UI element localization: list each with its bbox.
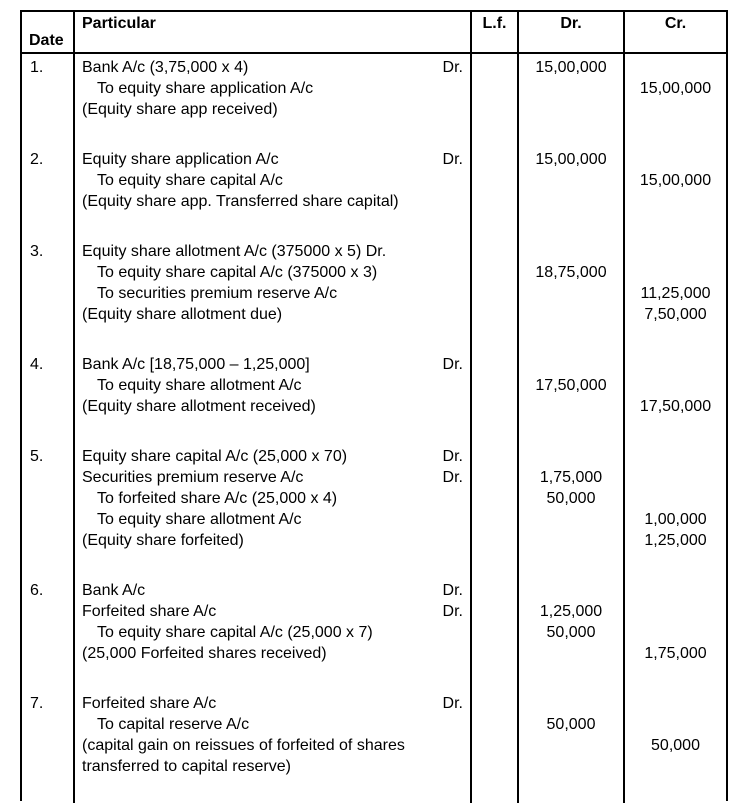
entry-debit-amounts xyxy=(519,149,625,241)
header-dr xyxy=(519,12,625,52)
particular-text: To equity share allotment A/c xyxy=(97,377,302,394)
particular-line xyxy=(82,241,463,262)
journal-entry-row xyxy=(22,354,726,446)
credit-amount xyxy=(625,354,726,375)
particular-line xyxy=(82,509,463,530)
entry-lf xyxy=(472,693,519,803)
particular-text: (Equity share allotment received) xyxy=(82,398,316,415)
credit-amount: 1,00,000 xyxy=(644,511,707,528)
debit-amount xyxy=(519,78,623,99)
particular-text: (Equity share allotment due) xyxy=(82,306,283,323)
debit-amount xyxy=(519,191,623,212)
debit-amount xyxy=(519,396,623,417)
particular-line xyxy=(82,446,463,467)
entry-number: 3. xyxy=(30,243,44,260)
entry-credit-amounts xyxy=(625,354,726,446)
particular-text: Bank A/c xyxy=(82,582,146,599)
credit-amount xyxy=(625,693,726,714)
credit-amount xyxy=(625,262,726,283)
entry-credit-amounts xyxy=(625,149,726,241)
particular-text: Equity share capital A/c (25,000 x 70) xyxy=(82,448,348,465)
entry-date xyxy=(22,446,75,580)
particular-line xyxy=(82,78,463,99)
entry-date xyxy=(22,580,75,693)
debit-amount: 50,000 xyxy=(546,624,596,641)
entry-date xyxy=(22,693,75,803)
credit-amount xyxy=(625,375,726,396)
header-cr xyxy=(625,12,726,52)
credit-amount xyxy=(625,241,726,262)
credit-amount xyxy=(625,756,726,777)
credit-amount: 50,000 xyxy=(651,737,700,754)
header-date-label: Date xyxy=(29,32,64,49)
particular-line xyxy=(82,99,463,120)
debit-amount xyxy=(519,241,623,262)
dr-marker: Dr. xyxy=(442,448,463,465)
particular-line xyxy=(82,283,463,304)
entry-debit-amounts xyxy=(519,693,625,803)
particular-text: To equity share capital A/c (375000 x 3) xyxy=(97,264,378,281)
entry-debit-amounts xyxy=(519,241,625,354)
journal-entry-row xyxy=(22,241,726,354)
particular-line xyxy=(82,488,463,509)
debit-amount: 17,50,000 xyxy=(535,377,607,394)
particular-line xyxy=(82,622,463,643)
credit-amount: 11,25,000 xyxy=(640,285,711,302)
dr-marker: Dr. xyxy=(442,695,463,712)
particular-text: Forfeited share A/c xyxy=(82,695,217,712)
header-particular-label: Particular xyxy=(82,15,156,32)
credit-amount xyxy=(625,467,726,488)
particular-line xyxy=(82,304,463,325)
particular-text: (Equity share app received) xyxy=(82,101,278,118)
particular-line xyxy=(82,262,463,283)
particular-line xyxy=(82,375,463,396)
particular-text: To securities premium reserve A/c xyxy=(97,285,338,302)
particular-line xyxy=(82,693,463,714)
particular-line xyxy=(82,170,463,191)
credit-amount xyxy=(625,57,726,78)
entry-lf xyxy=(472,580,519,693)
particular-text: Bank A/c [18,75,000 – 1,25,000] xyxy=(82,356,310,373)
entry-debit-amounts xyxy=(519,580,625,693)
journal-entry-row xyxy=(22,693,726,803)
debit-amount xyxy=(519,304,623,325)
entry-debit-amounts xyxy=(519,446,625,580)
credit-amount: 17,50,000 xyxy=(639,398,712,415)
debit-amount: 15,00,000 xyxy=(535,151,607,168)
dr-marker: Dr. xyxy=(442,59,463,76)
header-date xyxy=(22,12,75,52)
particular-line xyxy=(82,735,463,756)
particular-text: To forfeited share A/c (25,000 x 4) xyxy=(97,490,338,507)
journal-entry-row xyxy=(22,580,726,693)
credit-amount: 1,75,000 xyxy=(644,645,707,662)
debit-amount xyxy=(519,509,623,530)
journal-entry-row xyxy=(22,149,726,241)
header-lf xyxy=(472,12,519,52)
particular-text: transferred to capital reserve) xyxy=(82,758,291,775)
credit-amount xyxy=(625,601,726,622)
entry-number: 4. xyxy=(30,356,44,373)
debit-amount xyxy=(519,735,623,756)
particular-line xyxy=(82,601,463,622)
particular-line xyxy=(82,396,463,417)
entry-date xyxy=(22,241,75,354)
particular-line xyxy=(82,149,463,170)
entry-number: 5. xyxy=(30,448,44,465)
credit-amount xyxy=(625,446,726,467)
debit-amount xyxy=(519,446,623,467)
header-particular xyxy=(75,12,472,52)
particular-text: Equity share allotment A/c (375000 x 5) Dr. xyxy=(82,243,387,260)
credit-amount xyxy=(625,149,726,170)
debit-amount: 50,000 xyxy=(546,490,596,507)
entry-lf xyxy=(472,241,519,354)
debit-amount xyxy=(519,170,623,191)
entry-particulars xyxy=(75,354,472,446)
entry-particulars xyxy=(75,149,472,241)
entry-particulars xyxy=(75,54,472,149)
particular-text: To capital reserve A/c xyxy=(97,716,250,733)
credit-amount: 15,00,000 xyxy=(639,172,712,189)
particular-text: (Equity share forfeited) xyxy=(82,532,244,549)
particular-text: Bank A/c (3,75,000 x 4) xyxy=(82,59,249,76)
debit-amount: 1,25,000 xyxy=(539,603,603,620)
debit-amount xyxy=(519,643,623,664)
particular-line xyxy=(82,467,463,488)
entry-lf xyxy=(472,354,519,446)
credit-amount xyxy=(625,99,726,120)
entry-debit-amounts xyxy=(519,354,625,446)
entry-credit-amounts xyxy=(625,580,726,693)
entry-number: 1. xyxy=(30,59,44,76)
entry-particulars xyxy=(75,693,472,803)
dr-marker: Dr. xyxy=(442,151,463,168)
journal-entry-row xyxy=(22,446,726,580)
particular-text: Securities premium reserve A/c xyxy=(82,469,304,486)
journal-table-body xyxy=(22,54,726,801)
debit-amount xyxy=(519,530,623,551)
particular-text: To equity share capital A/c xyxy=(97,172,283,189)
debit-amount: 1,75,000 xyxy=(539,469,603,486)
debit-amount xyxy=(519,99,623,120)
entry-date xyxy=(22,354,75,446)
entry-date xyxy=(22,54,75,149)
credit-amount xyxy=(625,191,726,212)
entry-number: 7. xyxy=(30,695,44,712)
header-lf-label: L.f. xyxy=(482,15,507,32)
entry-number: 6. xyxy=(30,582,44,599)
entry-credit-amounts xyxy=(625,446,726,580)
particular-text: Forfeited share A/c xyxy=(82,603,217,620)
particular-line xyxy=(82,643,463,664)
entry-particulars xyxy=(75,580,472,693)
header-dr-label: Dr. xyxy=(560,15,582,32)
journal-table-header xyxy=(22,12,726,54)
entry-debit-amounts xyxy=(519,54,625,149)
particular-line xyxy=(82,57,463,78)
entry-number: 2. xyxy=(30,151,44,168)
dr-marker: Dr. xyxy=(442,582,463,599)
journal-entry-row xyxy=(22,54,726,149)
debit-amount: 50,000 xyxy=(546,716,596,733)
entry-lf xyxy=(472,446,519,580)
entry-particulars xyxy=(75,446,472,580)
debit-amount xyxy=(519,693,623,714)
debit-amount: 18,75,000 xyxy=(535,264,607,281)
debit-amount xyxy=(519,354,623,375)
particular-line xyxy=(82,530,463,551)
credit-amount xyxy=(625,714,726,735)
entry-credit-amounts xyxy=(625,693,726,803)
particular-line xyxy=(82,580,463,601)
header-cr-label: Cr. xyxy=(664,15,687,32)
credit-amount: 15,00,000 xyxy=(639,80,712,97)
credit-amount xyxy=(625,622,726,643)
entry-credit-amounts xyxy=(625,54,726,149)
particular-line xyxy=(82,714,463,735)
debit-amount xyxy=(519,756,623,777)
entry-lf xyxy=(472,54,519,149)
particular-text: Equity share application A/c xyxy=(82,151,279,168)
particular-text: To equity share application A/c xyxy=(97,80,314,97)
dr-marker: Dr. xyxy=(442,469,463,486)
debit-amount: 15,00,000 xyxy=(535,59,607,76)
entry-lf xyxy=(472,149,519,241)
particular-text: (capital gain on reissues of forfeited of shares xyxy=(82,737,405,754)
dr-marker: Dr. xyxy=(442,356,463,373)
debit-amount xyxy=(519,283,623,304)
debit-amount xyxy=(519,580,623,601)
credit-amount: 1,25,000 xyxy=(644,532,707,549)
dr-marker: Dr. xyxy=(442,603,463,620)
entry-credit-amounts xyxy=(625,241,726,354)
particular-line xyxy=(82,354,463,375)
particular-text: To equity share capital A/c (25,000 x 7) xyxy=(97,624,373,641)
credit-amount xyxy=(625,580,726,601)
particular-text: (Equity share app. Transferred share capital) xyxy=(82,193,399,210)
entry-particulars xyxy=(75,241,472,354)
journal-table xyxy=(20,10,728,801)
credit-amount: 7,50,000 xyxy=(644,306,707,323)
particular-line xyxy=(82,191,463,212)
particular-line xyxy=(82,756,463,777)
particular-text: (25,000 Forfeited shares received) xyxy=(82,645,327,662)
particular-text: To equity share allotment A/c xyxy=(97,511,302,528)
credit-amount xyxy=(625,488,726,509)
entry-date xyxy=(22,149,75,241)
